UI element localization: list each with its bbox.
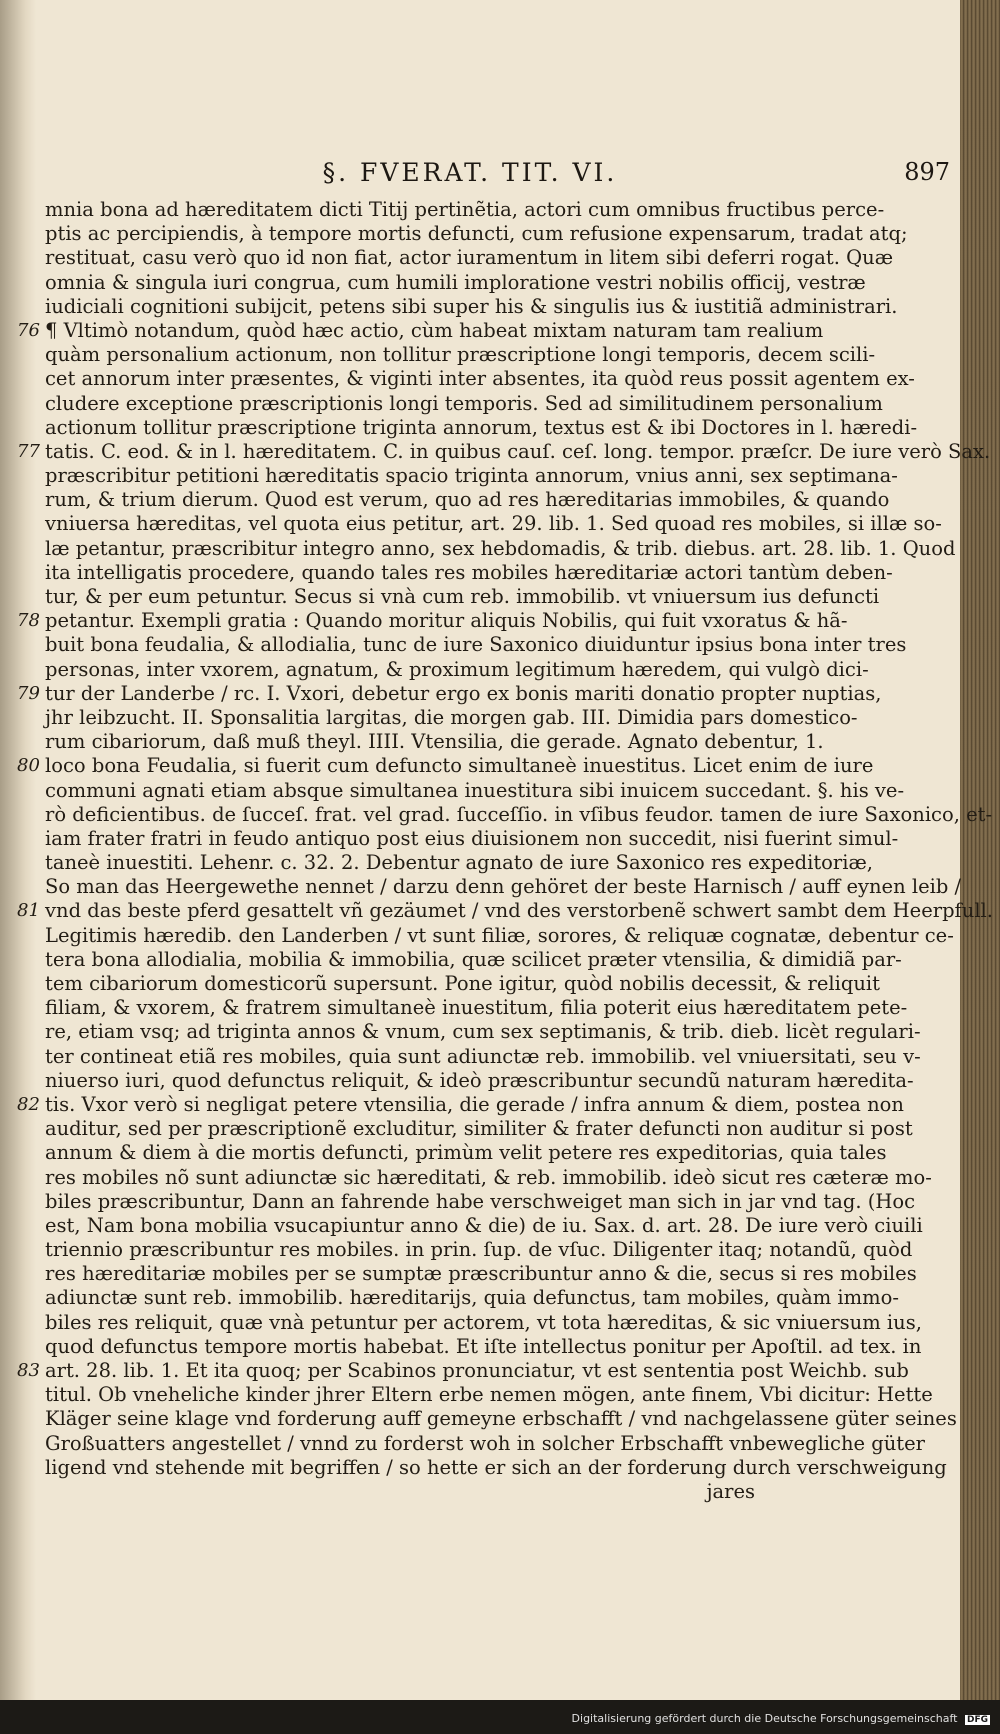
line-text: Großuatters angestellet / vnnd zu forderst woh in solcher Erbschafft vnbewegliche güter [45,1431,925,1455]
text-line [45,851,873,875]
margin-number: 78 [17,610,40,632]
line-text: niuerso iuri, quod defunctus reliquit, & ideò præscribuntur secundũ naturam hæredita- [45,1068,914,1092]
text-line [17,1359,909,1383]
line-text: omnia & singula iuri congrua, cum humili imploratione vestri nobilis officij, vestræ [45,270,866,294]
line-text: titul. Ob vneheliche kinder jhrer Eltern erbe nemen mögen, ante finem, Vbi dicitur: Hette [45,1383,933,1407]
line-text: iudiciali cognitioni subijcit, petens sibi super his & singulis ius & iustitiã administrari. [45,294,898,318]
text-line [45,294,898,319]
line-text: cludere exceptione præscriptionis longi temporis. Sed ad similitudinem personalium [45,391,883,415]
line-text: vnd das beste pferd gesattelt vñ gezäumet / vnd des verstorbenẽ schwert sambt dem Heerpfull. [45,899,993,923]
line-text: petantur. Exempli gratia : Quando moritur aliquis Nobilis, qui fuit vxoratus & hã- [45,609,848,633]
line-text: quod defunctus tempore mortis habebat. Et iſte intellectus ponitur per Apoſtil. ad tex. in [45,1334,922,1358]
text-line [17,439,991,464]
line-text: communi agnati etiam absque simultanea inuestitura sibi inuicem succedant. §. his ve- [45,778,905,802]
line-text: tis. Vxor verò si negligat petere vtensilia, die gerade / infra annum & diem, postea non [45,1092,904,1116]
text-line [17,754,874,778]
text-line [45,222,908,246]
text-line [45,246,894,270]
text-line [45,560,893,585]
line-text: jares [706,1479,755,1503]
text-line [17,318,824,343]
text-line [45,633,907,657]
line-text: tera bona allodialia, mobilia & immobilia, quæ scilicet præter vtensilia, & dimidiã par- [45,947,902,971]
line-text: biles præscribuntur, Dann an fahrende habe verschweiget man sich in jar vnd tag. (Hoc [45,1189,916,1213]
page-number: 897 [904,158,950,186]
text-line [45,1044,921,1069]
line-text: biles res reliquit, quæ vnà petuntur per actorem, vt tota hæreditas, & sic vniuersum ius, [45,1310,922,1334]
text-line [45,391,883,416]
text-line [45,1310,922,1335]
line-text: Legitimis hæredib. den Landerben / vt sunt filiæ, sorores, & reliquæ cognatæ, debentur ce- [45,923,954,947]
margin-number: 83 [17,1360,40,1381]
text-line [45,947,902,972]
text-line [45,1383,933,1407]
text-line [45,270,866,295]
line-text: rò deficientibus. de ſucceſ. frat. vel grad. ſucceſſio. in vſibus feudor. tamen de iure Saxonico, et- [45,802,993,826]
text-line [45,730,824,754]
line-text: ¶ Vltimò notandum, quòd hæc actio, cùm habeat mixtam naturam tam realium [45,318,824,342]
line-text: tur, & per eum petuntur. Secus si vnà cum reb. immobilib. vt vniuersum ius defuncti [45,585,880,608]
line-text: taneè inuestiti. Lehenr. c. 32. 2. Debentur agnato de iure Saxonico res expeditoriæ, [45,851,873,875]
text-line [45,1334,922,1359]
text-line [45,875,962,899]
text-line [45,657,869,682]
text-line [45,826,899,851]
line-text: So man das Heergewethe nennet / darzu denn gehöret der beste Harnisch / auff eynen leib / [45,875,962,899]
line-text: ita intelligatis procedere, quando tales res mobiles hæreditariæ actori tantùm deben- [45,560,893,584]
text-line [45,1189,916,1214]
binding-shadow [0,0,36,1734]
line-text: Kläger seine klage vnd forderung auff gemeyne erbschafft / vnd nachgelassene güter seines [45,1407,957,1431]
page-edges [960,0,1000,1700]
margin-number: 76 [17,319,40,341]
text-line [45,1238,913,1262]
credit-text: Digitalisierung gefördert durch die Deutsche Forschungsgemeinschaft [571,1712,958,1725]
text-line [45,1165,932,1190]
line-text: ptis ac percipiendis, à tempore mortis defuncti, cum refusione expensarum, tradat atq; [45,222,908,246]
line-text: tatis. C. eod. & in l. hæreditatem. C. in quibus cauſ. ceſ. long. tempor. præſcr. De iure verò Sax. [45,439,991,463]
text-line [17,681,882,706]
line-text: buit bona feudalia, & allodialia, tunc de iure Saxonico diuiduntur ipsius bona inter tres [45,633,907,657]
line-text: personas, inter vxorem, agnatum, & proximum legitimum hæredem, qui vulgò dici- [45,657,869,681]
text-line [45,1407,957,1431]
text-line [45,1480,755,1504]
text-line [45,1262,917,1286]
line-text: res mobiles nõ sunt adiunctæ sic hæreditati, & reb. immobilib. ideò sicut res cæteræ mo- [45,1165,932,1189]
line-text: præscribitur petitioni hæreditatis spacio triginta annorum, vnius anni, sex septimana- [45,464,898,488]
margin-number: 80 [17,755,40,777]
line-text: loco bona Feudalia, si fuerit cum defuncto simultaneè inuestitus. Licet enim de iure [45,754,874,778]
dfg-logo: DFG [966,1715,988,1725]
line-text: tem cibariorum domesticorũ supersunt. Pone igitur, quòd nobilis decessit, & reliquit [45,972,880,995]
line-text: iam frater fratri in feudo antiquo post eius diuisionem non succedit, nisi fuerint simul- [45,826,899,850]
line-text: vniuersa hæreditas, vel quota eius petitur, art. 29. lib. 1. Sed quoad res mobiles, si illæ so- [45,512,942,536]
text-line [45,996,908,1020]
line-text: actionum tollitur præscriptione triginta annorum, textus est & ibi Doctores in l. hæredi- [45,415,918,439]
text-line [45,464,898,488]
line-text: ligend vnd stehende mit begriffen / so hette er sich an der forderung durch verschweigung [45,1455,947,1479]
margin-number: 77 [17,440,40,462]
body-text [17,198,993,1504]
text-line [45,1431,925,1456]
line-text: auditur, sed per præscriptionẽ excluditur, similiter & frater defuncti non auditur si post [45,1117,913,1141]
text-line [17,1092,904,1117]
text-line [45,1455,947,1480]
line-text: re, etiam vsq; ad triginta annos & vnum, cum sex septimanis, & trib. dieb. licèt regulari- [45,1020,921,1044]
text-line [45,705,858,730]
digitization-credit [360,1712,990,1730]
text-line [45,923,954,948]
margin-number: 82 [17,1093,40,1115]
text-line [45,198,885,222]
margin-number: 81 [17,900,40,922]
line-text: adiunctæ sunt reb. immobilib. hæreditarijs, quia defunctus, tam mobiles, quàm immo- [45,1286,899,1310]
text-line [45,1141,887,1165]
line-text: rum cibariorum, daß muß theyl. IIII. Vtensilia, die gerade. Agnato debentur, 1. [45,730,824,754]
line-text: quàm personalium actionum, non tollitur præscriptione longi temporis, decem scili- [45,343,876,367]
line-text: cet annorum inter præsentes, & viginti inter absentes, ita quòd reus possit agentem ex- [45,367,915,391]
text-line [45,512,942,536]
text-line [45,778,905,803]
line-text: est, Nam bona mobilia vsucapiuntur anno & die) de iu. Sax. d. art. 28. De iure verò ciuili [45,1213,923,1237]
text-line [45,367,915,391]
line-text: rum, & trium dierum. Quod est verum, quo ad res hæreditarias immobiles, & quando [45,488,890,512]
text-line [45,972,880,996]
line-text: res hæreditariæ mobiles per se sumptæ præscribuntur anno & die, secus si res mobiles [45,1262,917,1286]
text-line [17,899,993,923]
line-text: art. 28. lib. 1. Et ita quoq; per Scabinos pronunciatur, vt est sententia post Weichb. sub [45,1359,909,1382]
line-text: annum & diem à die mortis defuncti, primùm velit petere res expeditorias, quia tales [45,1141,887,1165]
text-line [45,343,876,367]
text-line [45,1068,914,1093]
text-line [45,415,918,440]
text-line [45,1213,923,1238]
line-text: filiam, & vxorem, & fratrem simultaneè inuestitum, filia poterit eius hæreditatem pete- [45,996,908,1020]
page-header [190,158,950,194]
line-text: restituat, casu verò quo id non fiat, actor iuramentum in litem sibi deferri rogat. Quæ [45,246,894,270]
line-text: mnia bona ad hæreditatem dicti Titij pertinẽtia, actori cum omnibus fructibus perce- [45,198,885,221]
line-text: jhr leibzucht. II. Sponsalitia largitas, die morgen gab. III. Dimidia pars domestico- [45,705,858,729]
text-line [45,1020,921,1044]
line-text: triennio præscribuntur res mobiles. in prin. ſup. de vſuc. Diligenter itaq; notandũ, quòd [45,1238,913,1262]
line-text: ter contineat etiã res mobiles, quia sunt adiunctæ reb. immobilib. vel vniuersitati, seu v- [45,1044,921,1068]
line-text: læ petantur, præscribitur integro anno, sex hebdomadis, & trib. diebus. art. 28. lib. 1. Quod [45,536,956,560]
text-line [17,609,848,633]
text-line [45,1286,899,1310]
text-line [45,585,880,609]
text-line [45,802,993,827]
margin-number: 79 [17,682,40,704]
line-text: tur der Landerbe / rc. I. Vxori, debetur ergo ex bonis mariti donatio propter nuptias, [45,681,882,705]
text-line [45,1117,913,1141]
text-line [45,488,890,512]
running-head: §. FVERAT. TIT. VI. [322,158,618,187]
text-line [45,536,956,561]
